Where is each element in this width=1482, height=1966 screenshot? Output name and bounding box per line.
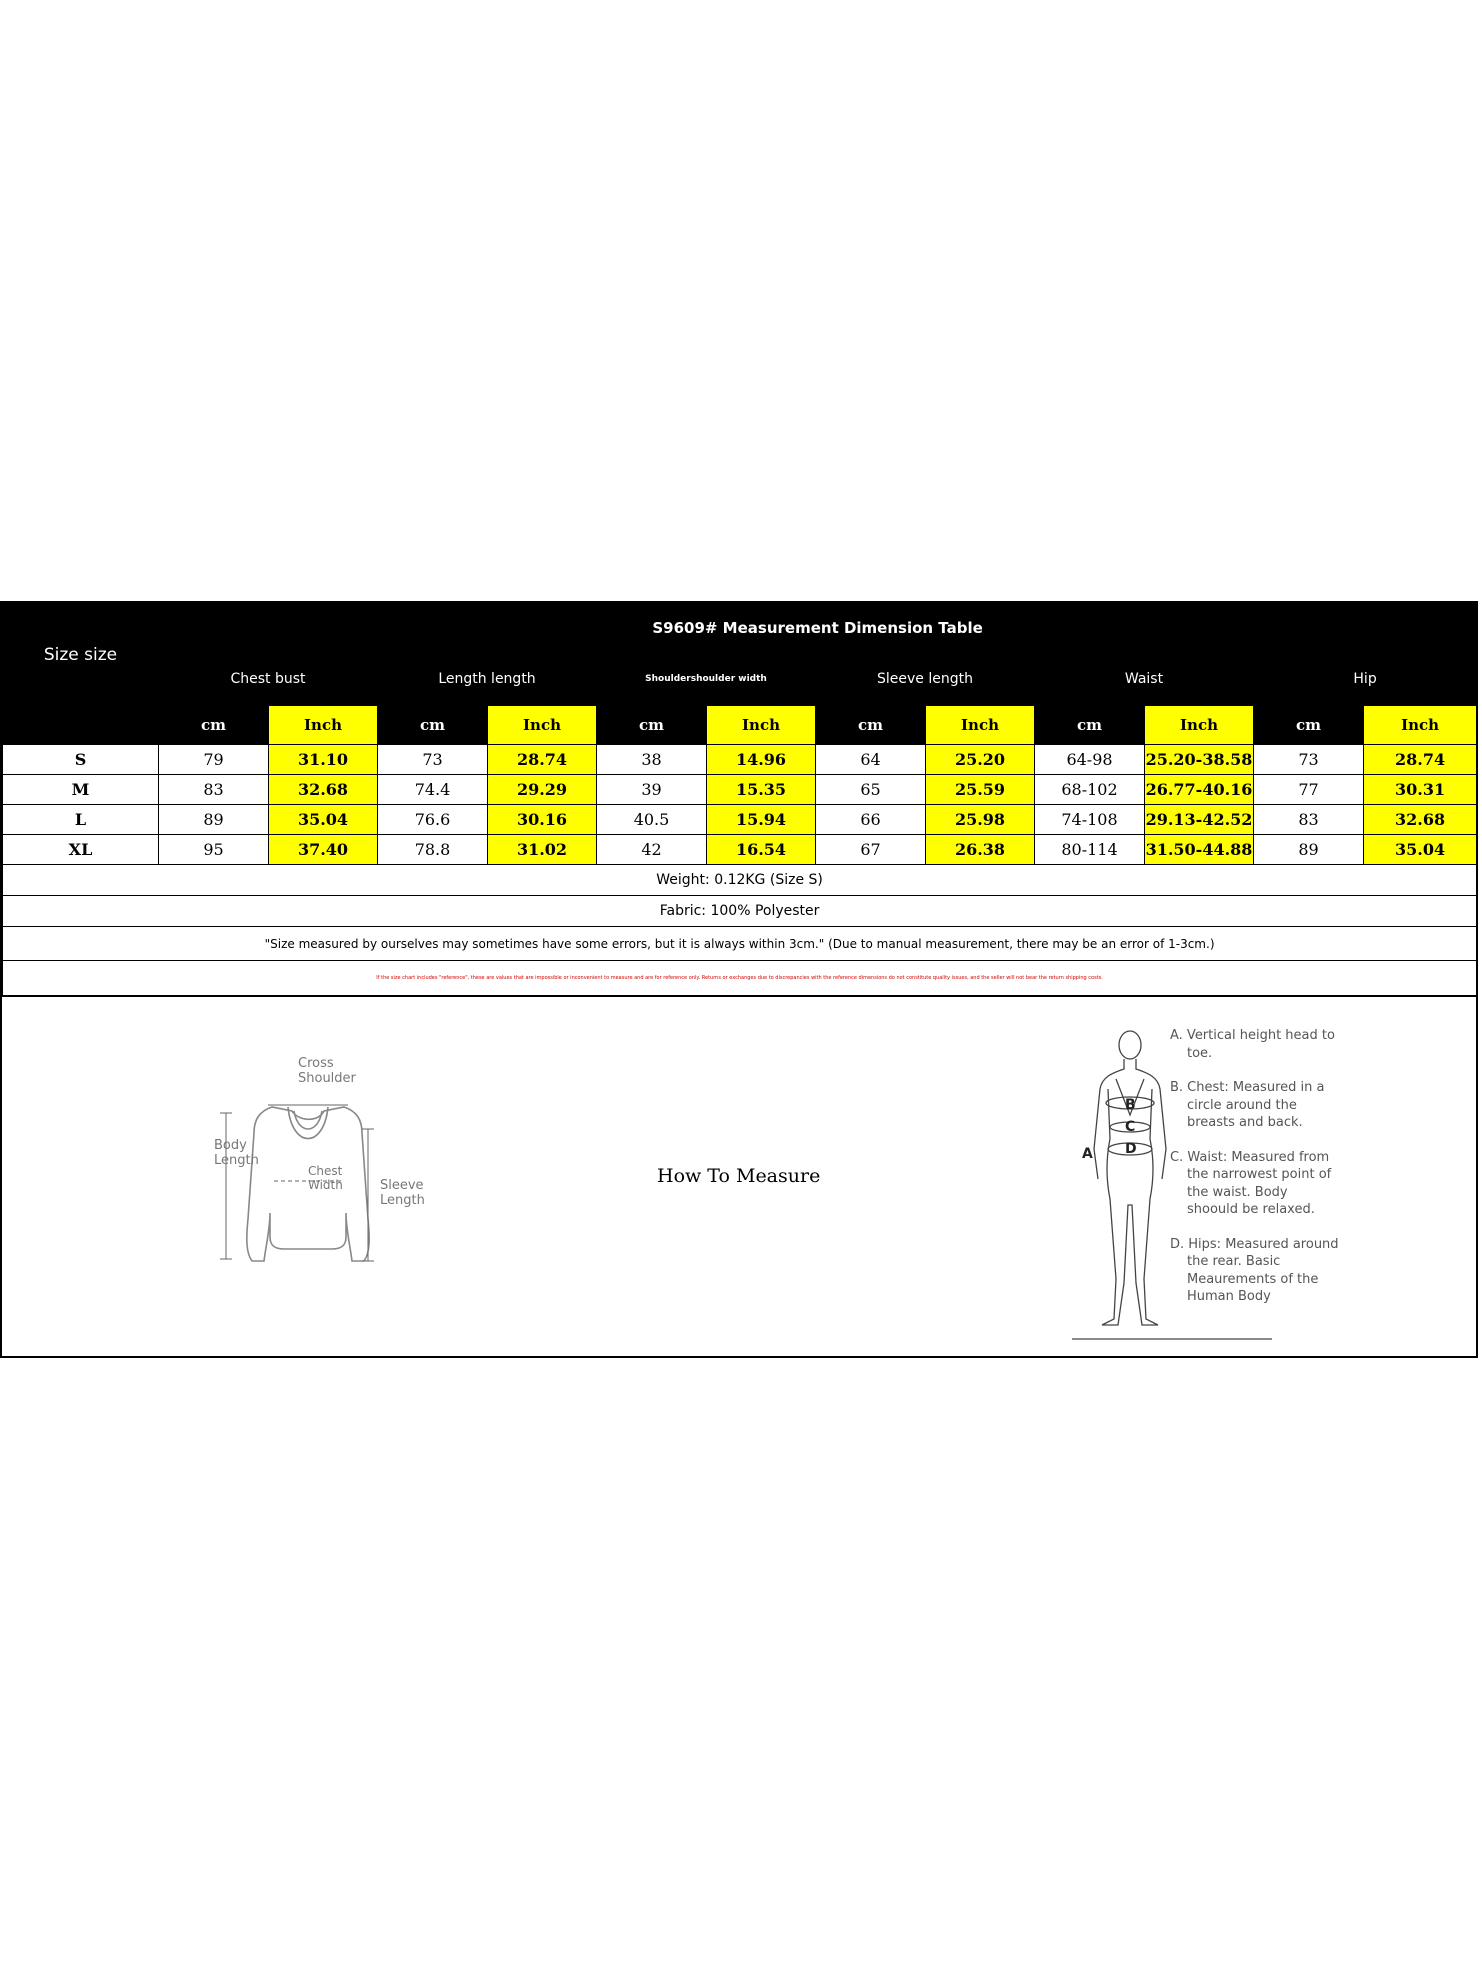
table-cell: 74.4: [378, 775, 488, 805]
table-cell: 74-108: [1035, 805, 1145, 835]
table-cell: 31.02: [488, 835, 597, 865]
table-row: [3, 775, 1477, 805]
table-cell: 32.68: [269, 775, 378, 805]
unit-cm: cm: [1254, 706, 1364, 745]
table-cell: 39: [597, 775, 707, 805]
table-cell: 30.31: [1364, 775, 1477, 805]
table-cell: 64-98: [1035, 745, 1145, 775]
table-cell: 73: [1254, 745, 1364, 775]
note-chest: B. Chest: Measured in a circle around the breasts and back.: [1170, 1080, 1325, 1130]
table-cell: 31.50-44.88: [1145, 835, 1254, 865]
table-cell: 15.94: [707, 805, 816, 835]
group-header-hip: Hip: [1254, 652, 1477, 706]
fabric-row: [3, 896, 1477, 927]
measurement-table: [2, 603, 1477, 996]
unit-inch: Inch: [707, 706, 816, 745]
table-title: S9609# Measurement Dimension Table: [159, 604, 1477, 652]
table-cell: 25.98: [926, 805, 1035, 835]
cross-shoulder-label: Cross: [298, 1056, 334, 1071]
table-cell: 16.54: [707, 835, 816, 865]
fine-print-text: If the size chart includes "reference", these are values that are impossible or inconvenient to measure and are for reference only. Returns or exchanges due to discrepancies with the reference dimensions do not constitute quality issues, and the seller will not bear the return shipping costs.: [3, 961, 1477, 996]
body-outline: [1094, 1031, 1166, 1325]
table-cell: 29.29: [488, 775, 597, 805]
unit-inch: Inch: [926, 706, 1035, 745]
table-cell: 26.77-40.16: [1145, 775, 1254, 805]
table-cell: 80-114: [1035, 835, 1145, 865]
table-cell: 25.20: [926, 745, 1035, 775]
table-cell: 25.20-38.58: [1145, 745, 1254, 775]
table-cell: 76.6: [378, 805, 488, 835]
dimension-arrows: [220, 1105, 374, 1261]
sleeve-length-label: Sleeve: [380, 1178, 424, 1193]
table-row: [3, 805, 1477, 835]
table-cell: 83: [1254, 805, 1364, 835]
table-cell: 26.38: [926, 835, 1035, 865]
how-to-measure-title: How To Measure: [657, 1165, 821, 1187]
unit-cm: cm: [378, 706, 488, 745]
table-cell: 83: [159, 775, 269, 805]
unit-inch: Inch: [1145, 706, 1254, 745]
table-row: [3, 835, 1477, 865]
unit-inch: Inch: [488, 706, 597, 745]
fine-print-row: [3, 961, 1477, 996]
table-cell: 35.04: [269, 805, 378, 835]
garment-diagram: [202, 1049, 432, 1279]
cross-shoulder-label: Shoulder: [298, 1071, 356, 1086]
size-cell: M: [3, 775, 159, 805]
table-cell: 37.40: [269, 835, 378, 865]
letter-d: D: [1125, 1141, 1137, 1157]
table-cell: 25.59: [926, 775, 1035, 805]
size-cell: S: [3, 745, 159, 775]
disclaimer-row: [3, 927, 1477, 961]
chest-width-label: Width: [308, 1178, 343, 1192]
note-waist: C. Waist: Measured from the narrowest point of the waist. Body shoould be relaxed.: [1170, 1149, 1332, 1217]
how-to-measure-section: [2, 996, 1476, 1360]
unit-cm: cm: [159, 706, 269, 745]
table-cell: 67: [816, 835, 926, 865]
unit-cm: cm: [1035, 706, 1145, 745]
unit-inch: Inch: [269, 706, 378, 745]
size-cell: L: [3, 805, 159, 835]
table-cell: 32.68: [1364, 805, 1477, 835]
weight-text: Weight: 0.12KG (Size S): [3, 865, 1477, 896]
table-cell: 65: [816, 775, 926, 805]
group-header-waist: Waist: [1035, 652, 1254, 706]
table-cell: 64: [816, 745, 926, 775]
letter-a: A: [1082, 1146, 1093, 1162]
table-row: [3, 745, 1477, 775]
chest-width-label: Chest: [308, 1164, 343, 1178]
table-cell: 77: [1254, 775, 1364, 805]
size-header: Size size: [3, 604, 159, 706]
table-cell: 89: [159, 805, 269, 835]
fabric-text: Fabric: 100% Polyester: [3, 896, 1477, 927]
table-cell: 66: [816, 805, 926, 835]
table-cell: 29.13-42.52: [1145, 805, 1254, 835]
table-cell: 79: [159, 745, 269, 775]
unit-cm: cm: [816, 706, 926, 745]
table-cell: 15.35: [707, 775, 816, 805]
size-chart: [0, 601, 1478, 1358]
table-cell: 89: [1254, 835, 1364, 865]
note-height: A. Vertical height head to toe.: [1170, 1028, 1335, 1061]
table-cell: 95: [159, 835, 269, 865]
table-cell: 78.8: [378, 835, 488, 865]
unit-inch: Inch: [1364, 706, 1477, 745]
table-cell: 35.04: [1364, 835, 1477, 865]
size-cell: XL: [3, 835, 159, 865]
body-length-label: Body: [214, 1138, 247, 1153]
disclaimer-text: "Size measured by ourselves may sometimes have some errors, but it is always within 3cm." (Due to manual measurement, there may be an error of 1-3cm.): [3, 927, 1477, 961]
letter-c: C: [1125, 1119, 1136, 1135]
group-header-chest: Chest bust: [159, 652, 378, 706]
table-cell: 31.10: [269, 745, 378, 775]
group-header-sleeve: Sleeve length: [816, 652, 1035, 706]
body-length-label: Length: [214, 1153, 259, 1168]
figure-notes: [1170, 1027, 1340, 1323]
table-cell: 30.16: [488, 805, 597, 835]
weight-row: [3, 865, 1477, 896]
letter-b: B: [1125, 1097, 1136, 1113]
table-cell: 73: [378, 745, 488, 775]
table-cell: 38: [597, 745, 707, 775]
group-header-shoulder: Shouldershoulder width: [597, 652, 816, 706]
unit-cm: cm: [597, 706, 707, 745]
sleeve-length-label: Length: [380, 1193, 425, 1208]
note-hips: D. Hips: Measured around the rear. Basic Meaurements of the Human Body: [1170, 1236, 1339, 1304]
table-cell: 14.96: [707, 745, 816, 775]
table-cell: 28.74: [1364, 745, 1477, 775]
table-cell: 68-102: [1035, 775, 1145, 805]
group-header-length: Length length: [378, 652, 597, 706]
table-cell: 40.5: [597, 805, 707, 835]
table-cell: 42: [597, 835, 707, 865]
table-cell: 28.74: [488, 745, 597, 775]
unit-spacer: [3, 706, 159, 745]
